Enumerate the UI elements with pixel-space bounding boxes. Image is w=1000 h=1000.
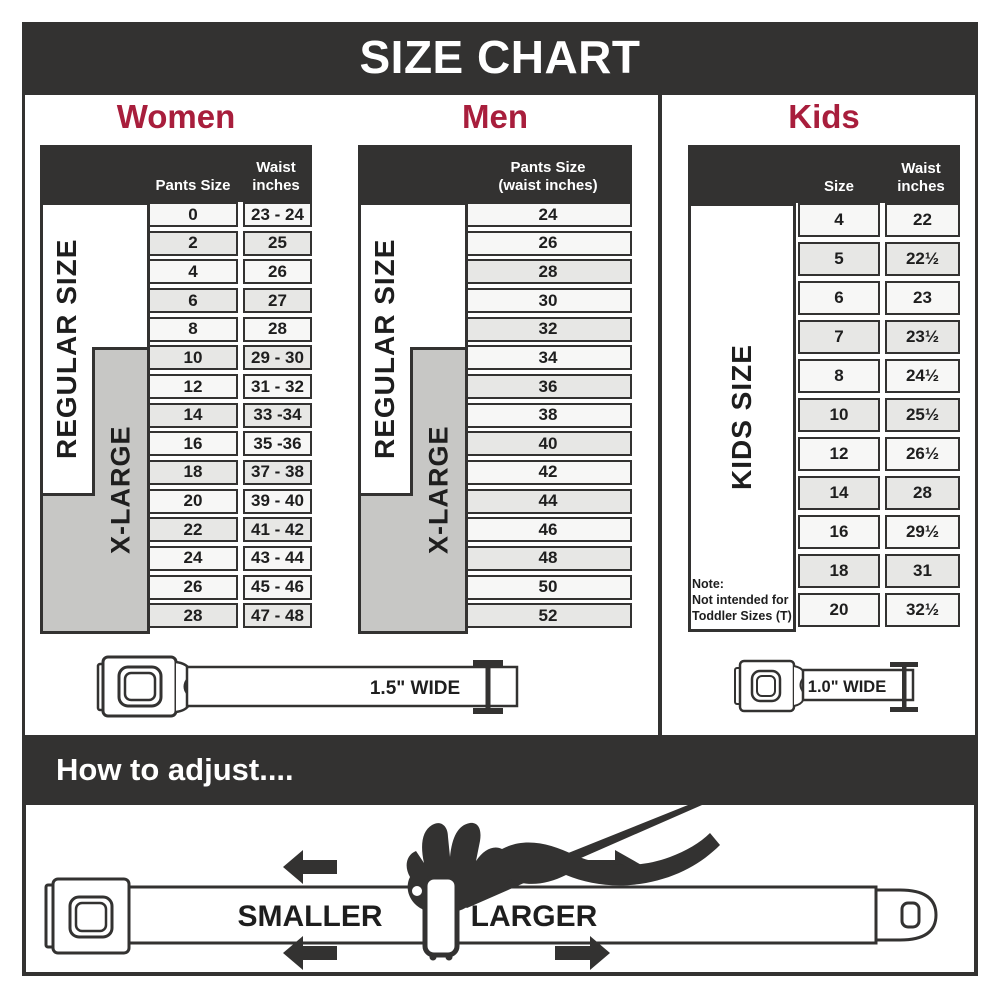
table-row — [798, 398, 960, 437]
adult-belt-illustration — [95, 648, 519, 726]
table-row — [464, 431, 632, 460]
table-row — [464, 317, 632, 346]
table-row — [798, 593, 960, 632]
table-row — [148, 288, 312, 317]
waist-cell: 31 - 32 — [243, 374, 312, 399]
size-cell: 10 — [798, 398, 880, 432]
fingernail — [412, 886, 422, 896]
how-to-adjust-title: How to adjust.... — [22, 738, 978, 801]
women-section-label: Women — [116, 98, 236, 135]
kids-size-table-body — [798, 203, 960, 634]
waist-cell: 35 -36 — [243, 431, 312, 456]
pants-size-cell: 28 — [464, 259, 632, 284]
kids-note-line1: Not intended for — [692, 593, 789, 607]
kids-waist-header: Waist inches — [897, 159, 945, 196]
pants-size-cell: 32 — [464, 317, 632, 342]
table-row — [464, 575, 632, 604]
table-row — [798, 437, 960, 476]
pants-size-cell: 8 — [148, 317, 238, 342]
size-cell: 18 — [798, 554, 880, 588]
waist-cell: 28 — [243, 317, 312, 342]
waist-cell: 23 — [885, 281, 960, 315]
left-arrow-icon — [283, 850, 337, 884]
waist-cell: 25 — [243, 231, 312, 256]
waist-cell: 33 -34 — [243, 403, 312, 428]
table-row — [798, 515, 960, 554]
table-row — [464, 288, 632, 317]
size-cell: 8 — [798, 359, 880, 393]
kids-section-label: Kids — [788, 98, 860, 135]
kids-size-band-label: KIDS SIZE — [726, 344, 757, 491]
table-row — [464, 489, 632, 518]
pants-size-cell: 6 — [148, 288, 238, 313]
waist-cell: 28 — [885, 476, 960, 510]
adjust-illustration — [26, 805, 974, 972]
table-row — [148, 374, 312, 403]
waist-cell: 41 - 42 — [243, 517, 312, 542]
waist-cell: 23 - 24 — [243, 202, 312, 227]
section-divider — [658, 92, 662, 738]
size-cell: 7 — [798, 320, 880, 354]
kids-note-line2: Toddler Sizes (T) — [692, 609, 792, 623]
pants-size-cell: 22 — [148, 517, 238, 542]
pants-size-cell: 38 — [464, 403, 632, 428]
pants-size-cell: 26 — [148, 575, 238, 600]
waist-cell: 23½ — [885, 320, 960, 354]
waist-cell: 43 - 44 — [243, 546, 312, 571]
men-pants-size-header — [464, 145, 632, 202]
waist-cell: 22½ — [885, 242, 960, 276]
kids-note-title: Note: — [692, 577, 724, 591]
pants-size-cell: 14 — [148, 403, 238, 428]
men-size-table-body — [464, 202, 632, 634]
page-title: SIZE CHART — [22, 22, 978, 92]
table-row — [148, 403, 312, 432]
table-row — [464, 202, 632, 231]
table-row — [464, 403, 632, 432]
waist-cell: 26½ — [885, 437, 960, 471]
seatbelt-buckle-icon — [46, 879, 129, 953]
pants-size-cell: 10 — [148, 345, 238, 370]
belt-strap — [187, 667, 517, 706]
table-row — [464, 517, 632, 546]
table-row — [798, 554, 960, 593]
table-row — [464, 546, 632, 575]
pants-size-cell: 44 — [464, 489, 632, 514]
pants-size-cell: 30 — [464, 288, 632, 313]
table-row — [798, 242, 960, 281]
table-row — [148, 317, 312, 346]
waist-cell: 45 - 46 — [243, 575, 312, 600]
pants-size-cell: 34 — [464, 345, 632, 370]
waist-cell: 29 - 30 — [243, 345, 312, 370]
pants-size-cell: 0 — [148, 202, 238, 227]
women-size-table-body — [148, 202, 312, 634]
waist-cell: 25½ — [885, 398, 960, 432]
pants-size-cell: 20 — [148, 489, 238, 514]
table-row — [148, 431, 312, 460]
table-row — [798, 359, 960, 398]
table-row — [464, 460, 632, 489]
size-cell: 12 — [798, 437, 880, 471]
larger-label: LARGER — [470, 900, 598, 933]
pants-size-cell: 26 — [464, 231, 632, 256]
table-row — [148, 202, 312, 231]
men-header-line2: (waist inches) — [498, 177, 598, 195]
table-row — [148, 575, 312, 604]
kids-size-header: Size — [823, 178, 854, 196]
table-row — [464, 603, 632, 632]
waist-cell: 24½ — [885, 359, 960, 393]
waist-cell: 39 - 40 — [243, 489, 312, 514]
waist-cell: 22 — [885, 203, 960, 237]
size-cell: 16 — [798, 515, 880, 549]
pants-size-cell: 24 — [148, 546, 238, 571]
waist-cell: 32½ — [885, 593, 960, 627]
table-row — [148, 603, 312, 632]
women-xlarge-label: X-LARGE — [105, 425, 136, 554]
pants-size-cell: 4 — [148, 259, 238, 284]
pants-size-cell: 12 — [148, 374, 238, 399]
table-row — [798, 320, 960, 359]
pants-size-cell: 28 — [148, 603, 238, 628]
size-cell: 14 — [798, 476, 880, 510]
table-row — [148, 259, 312, 288]
men-header-line1: Pants Size — [510, 158, 586, 176]
waist-cell: 27 — [243, 288, 312, 313]
seatbelt-buckle-icon — [98, 657, 190, 716]
waist-cell: 37 - 38 — [243, 460, 312, 485]
pants-size-cell: 48 — [464, 546, 632, 571]
pants-size-cell: 52 — [464, 603, 632, 628]
table-row — [798, 203, 960, 242]
pants-size-cell: 24 — [464, 202, 632, 227]
men-regular-size-label: REGULAR SIZE — [369, 238, 400, 459]
size-cell: 4 — [798, 203, 880, 237]
table-row — [464, 345, 632, 374]
pants-size-cell: 40 — [464, 431, 632, 456]
pants-size-cell: 2 — [148, 231, 238, 256]
waist-cell: 26 — [243, 259, 312, 284]
pants-size-cell: 18 — [148, 460, 238, 485]
waist-cell: 31 — [885, 554, 960, 588]
table-row — [148, 489, 312, 518]
table-row — [464, 259, 632, 288]
seatbelt-buckle-icon — [735, 661, 804, 711]
adult-belt-width-label: 1.5" WIDE — [369, 678, 461, 699]
size-cell: 6 — [798, 281, 880, 315]
table-row — [148, 517, 312, 546]
table-row — [798, 281, 960, 320]
table-row — [148, 460, 312, 489]
size-cell: 20 — [798, 593, 880, 627]
women-regular-size-label: REGULAR SIZE — [51, 238, 82, 459]
smaller-label: SMALLER — [237, 900, 383, 933]
pants-size-cell: 36 — [464, 374, 632, 399]
waist-cell: 47 - 48 — [243, 603, 312, 628]
pants-size-cell: 16 — [148, 431, 238, 456]
women-waist-header: Waist inches — [252, 158, 300, 195]
belt-slider — [425, 877, 457, 961]
table-row — [798, 476, 960, 515]
kids-belt-illustration — [733, 656, 937, 718]
pants-size-cell: 42 — [464, 460, 632, 485]
belt-tip — [876, 890, 936, 940]
table-row — [148, 546, 312, 575]
table-row — [148, 231, 312, 260]
men-xlarge-label: X-LARGE — [423, 425, 454, 554]
waist-cell: 29½ — [885, 515, 960, 549]
kids-belt-width-label: 1.0" WIDE — [807, 678, 887, 696]
pants-size-cell: 46 — [464, 517, 632, 542]
men-section-label: Men — [462, 98, 528, 135]
pants-size-cell: 50 — [464, 575, 632, 600]
kids-note — [692, 576, 796, 624]
women-pants-size-header: Pants Size — [155, 177, 231, 195]
table-row — [464, 231, 632, 260]
table-row — [148, 345, 312, 374]
table-row — [464, 374, 632, 403]
size-cell: 5 — [798, 242, 880, 276]
